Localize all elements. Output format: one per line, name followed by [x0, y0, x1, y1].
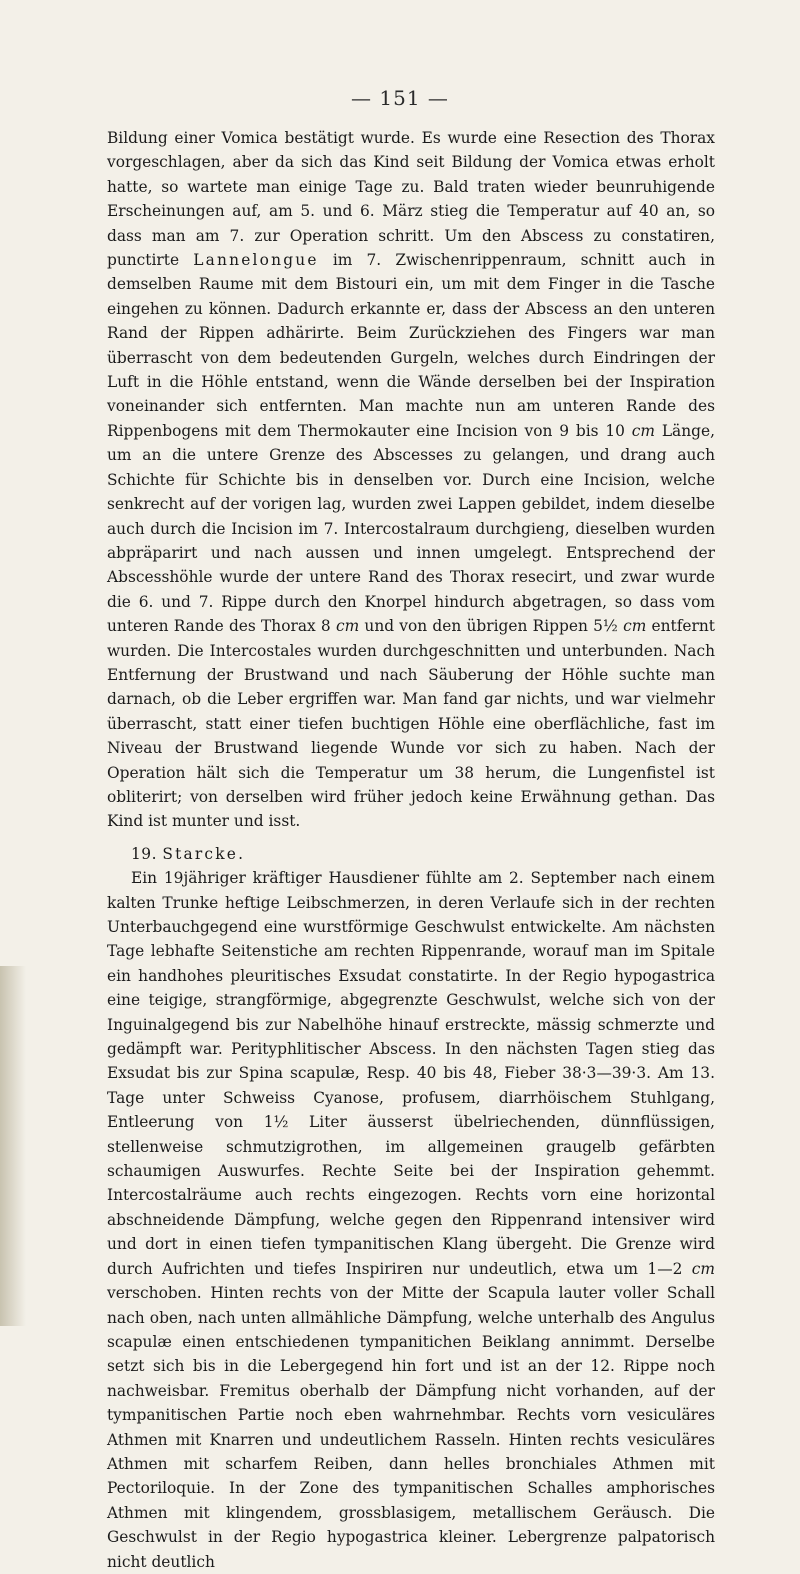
page-number: — 151 —	[351, 86, 449, 110]
text-segment: entfernt wurden. Die Intercostales wurden durchgeschnitten und unterbunden. Nach Entfernung der Brustwand und nach Säuberung der Höhle suchte man darnach, ob die Leber ergriffen war. Man fand gar nichts, und war vielmehr überrascht, statt einer tiefen buchtigen Höhle eine oberflächliche, fast im Niveau der Brustwand liegende Wunde vor sich zu haben. Nach der Operation hält sich die Temperatur um 38 herum, die Lungenfistel ist obliterirt; von derselben wird früher jedoch keine Erwähnung gethan. Das Kind ist munter und isst.	[107, 617, 715, 831]
unit-cm: cm	[691, 1259, 715, 1278]
unit-cm: cm	[335, 617, 360, 636]
author-name-lannelongue: Lannelongue	[193, 251, 319, 270]
unit-cm: cm	[631, 421, 655, 440]
case-heading	[107, 842, 715, 866]
unit-cm: cm	[623, 617, 647, 636]
text-segment: im 7. Zwischenrippenraum, schnitt auch in demselben Raume mit dem Bistouri ein, um mit dem Finger in die Tasche eingehen zu können. Dadurch erkannte er, dass der Abscess an den unteren Rand der Rippen adhärirte. Beim Zurückziehen des Fingers war man überrascht von dem bedeutenden Gurgeln, welches durch Eindringen der Luft in die Höhle entstand, wenn die Wände derselben bei der Inspiration voneinander sich entfernten. Man machte nun am unteren Rande des Rippenbogens mit dem Thermokauter eine Incision von 9 bis 10	[107, 251, 715, 440]
author-name-starcke: Starcke.	[162, 844, 246, 863]
case-number: 19.	[131, 844, 163, 863]
paragraph-vomica-case	[107, 126, 715, 834]
text-segment: Länge, um an die untere Grenze des Abscesses zu gelangen, und drang auch Schichte für Schichte bis in denselben vor. Durch eine Incision, welche senkrecht auf der vorigen lag, wurden zwei Lappen gebildet, indem dieselbe auch durch die Incision im 7. Intercostalraum durchgieng, dieselben wurden abpräparirt und nach aussen und innen umgelegt. Entsprechend der Abscesshöhle wurde der untere Rand des Thorax resecirt, und zwar wurde die 6. und 7. Rippe durch den Knorpel hindurch abgetragen, so dass vom unteren Rande des Thorax 8	[107, 421, 715, 636]
text-segment: Bildung einer Vomica bestätigt wurde. Es wurde eine Resection des Thorax vorgeschlagen, aber da sich das Kind seit Bildung der Vomica etwas erholt hatte, so wartete man einige Tage zu. Bald traten wieder beunruhigende Erscheinungen auf, am 5. und 6. März stieg die Temperatur auf 40 an, so dass man am 7. zur Operation schritt. Um den Abscess zu constatiren, punctirte	[107, 129, 715, 270]
body-text	[107, 126, 715, 1574]
paragraph-starcke-case	[107, 866, 715, 1574]
text-segment: und von den übrigen Rippen 5½	[359, 617, 624, 636]
page-edge-shadow	[0, 966, 26, 1326]
text-segment: verschoben. Hinten rechts von der Mitte der Scapula lauter voller Schall nach oben, nach unten allmähliche Dämpfung, welche unterhalb des Angulus scapulæ einen entschiedenen tympanitichen Beiklang annimmt. Derselbe setzt sich bis in die Lebergegend hin fort und ist an der 12. Rippe noch nachweisbar. Fremitus oberhalb der Dämpfung nicht vorhanden, auf der tympanitischen Partie noch eben wahrnehmbar. Rechts vorn vesiculäres Athmen mit Knarren und undeutlichem Rasseln. Hinten rechts vesiculäres Athmen mit scharfem Reiben, dann helles bronchiales Athmen mit Pectoriloquie. In der Zone des tympanitischen Schalles amphorisches Athmen mit klingendem, grossblasigem, metallischem Geräusch. Die Geschwulst in der Regio hypogastrica kleiner. Lebergrenze palpatorisch nicht deutlich	[107, 1284, 715, 1571]
text-segment: Ein 19jähriger kräftiger Hausdiener fühlte am 2. September nach einem kalten Trunke heftige Leibschmerzen, in deren Verlaufe sich in der rechten Unterbauchgegend eine wurstförmige Geschwulst entwickelte. Am nächsten Tage lebhafte Seitenstiche am rechten Rippenrande, worauf man im Spitale ein handhohes pleuritisches Exsudat constatirte. In der Regio hypogastrica eine teigige, strangförmige, abgegrenzte Geschwulst, welche sich von der Inguinalgegend bis zur Nabelhöhe hinauf erstreckte, mässig schmerzte und gedämpft war. Perityphlitischer Abscess. In den nächsten Tagen stieg das Exsudat bis zur Spina scapulæ, Resp. 40 bis 48, Fieber 38·3—39·3. Am 13. Tage unter Schweiss Cyanose, profusem, diarrhöischem Stuhlgang, Entleerung von 1½ Liter äusserst übelriechenden, dünnflüssigen, stellenweise schmutzigrothen, im allgemeinen graugelb gefärbten schaumigen Auswurfes. Rechte Seite bei der Inspiration gehemmt. Intercostalräume auch rechts eingezogen. Rechts vorn eine horizontal abschneidende Dämpfung, welche gegen den Rippenrand intensiver wird und dort in einen tiefen tympanitischen Klang übergeht. Die Grenze wird durch Aufrichten und tiefes Inspiriren nur undeutlich, etwa um 1—2	[107, 869, 715, 1278]
